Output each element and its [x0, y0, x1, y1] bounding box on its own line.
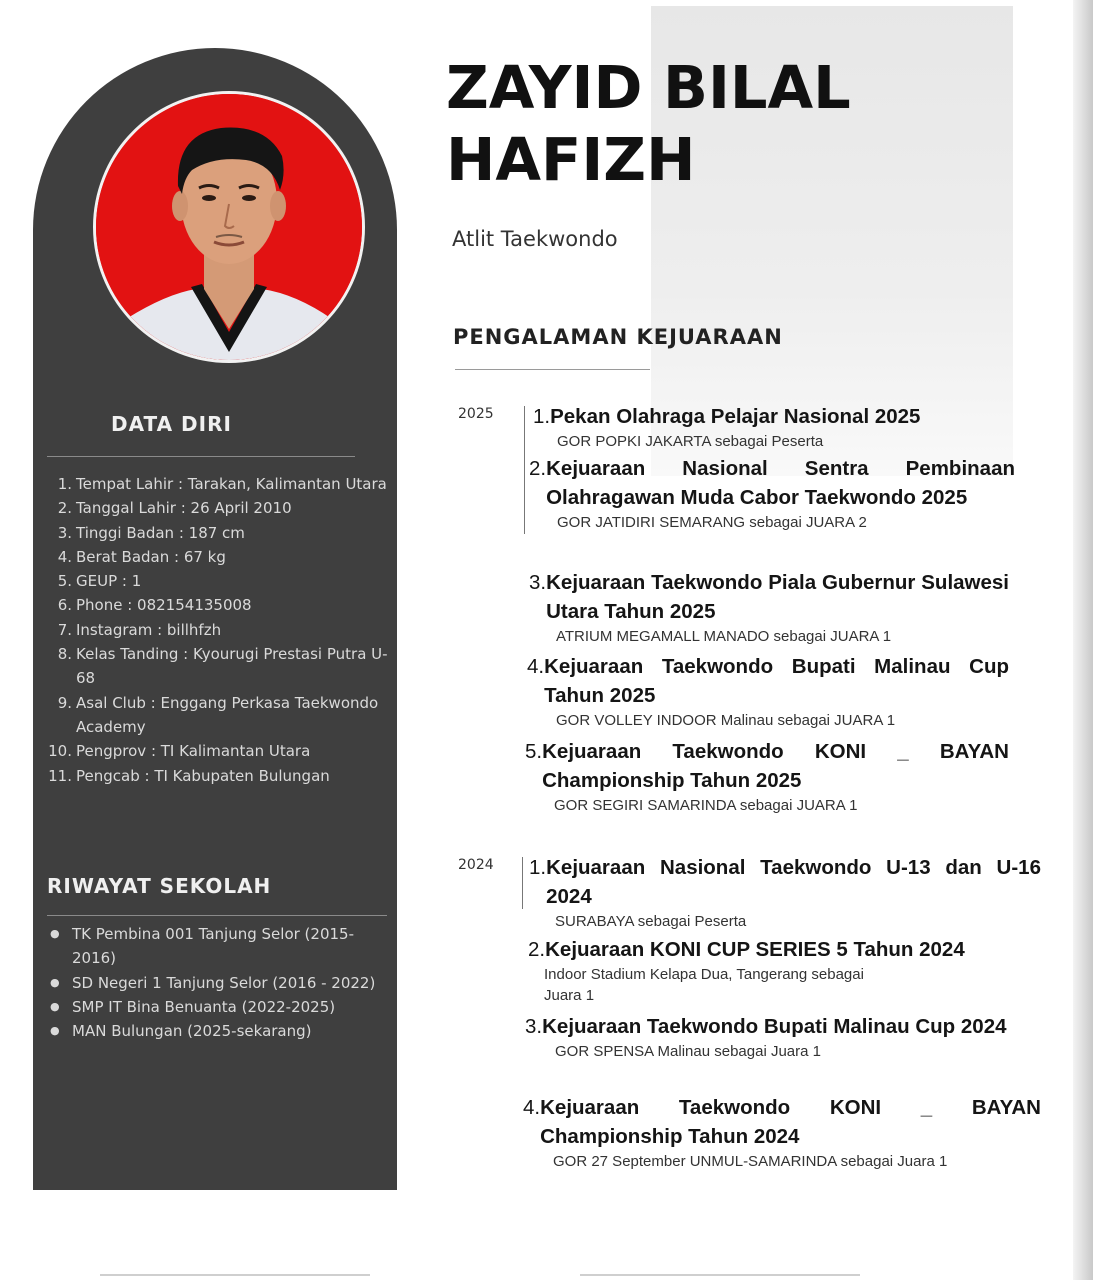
person-name	[446, 52, 851, 196]
sidebar-panel	[33, 48, 397, 1190]
timeline-line-2024	[522, 857, 523, 909]
list-item: 9. Asal Club : Enggang Perkasa Taekwondo Academy	[57, 693, 379, 736]
event-2024-2: 2. Kejuaraan KONI CUP SERIES 5 Tahun 2024 Indoor Stadium Kelapa Dua, Tangerang sebagai Juara 1	[528, 938, 965, 1004]
event-2025-1: 1. Pekan Olahraga Pelajar Nasional 2025 GOR POPKI JAKARTA sebagai Peserta	[533, 405, 921, 450]
list-item: ● MAN Bulungan (2025-sekarang)	[50, 1022, 312, 1041]
profile-photo	[93, 91, 365, 363]
data-diri-list	[45, 472, 390, 788]
list-item: 7. Instagram : billhfzh	[57, 620, 222, 639]
list-item: 3. Tinggi Badan : 187 cm	[57, 523, 245, 542]
name-line-2: HAFIZH	[446, 125, 696, 194]
list-item: 8. Kelas Tanding : Kyourugi Prestasi Putra U-68	[57, 645, 388, 688]
list-item: 11. Pengcab : TI Kabupaten Bulungan	[48, 766, 330, 785]
list-item: 1. Tempat Lahir : Tarakan, Kalimantan Utara	[57, 475, 387, 493]
event-2025-4: 4. Kejuaraan Taekwondo Bupati Malinau Cup Tahun 2025 GOR VOLLEY INDOOR Malinau sebagai JUARA 1	[527, 655, 1009, 729]
name-line-1: ZAYID BILAL	[446, 53, 851, 122]
event-2024-4: 4. Kejuaraan Taekwondo KONI _ BAYAN Championship Tahun 2024 GOR 27 September UNMUL-SAMARINDA sebagai Juara 1	[523, 1096, 1041, 1170]
pengalaman-rule	[455, 369, 650, 370]
footer-rule-right	[580, 1274, 860, 1276]
person-role: Atlit Taekwondo	[452, 227, 618, 251]
year-label-2025: 2025	[458, 406, 494, 422]
data-diri-rule	[47, 456, 355, 457]
event-2025-5: 5. Kejuaraan Taekwondo KONI _ BAYAN Championship Tahun 2025 GOR SEGIRI SAMARINDA sebagai JUARA 1	[525, 740, 1009, 814]
data-diri-heading: DATA DIRI	[111, 412, 232, 436]
pengalaman-heading: PENGALAMAN KEJUARAAN	[453, 325, 783, 349]
list-item: 10. Pengprov : TI Kalimantan Utara	[48, 742, 311, 761]
page-edge-shadow	[1073, 0, 1093, 1280]
list-item: 5. GEUP : 1	[57, 572, 142, 591]
riwayat-sekolah-rule	[47, 915, 387, 916]
list-item: ● SMP IT Bina Benuanta (2022-2025)	[50, 997, 336, 1016]
year-label-2024: 2024	[458, 857, 494, 873]
event-2024-3: 3. Kejuaraan Taekwondo Bupati Malinau Cup 2024 GOR SPENSA Malinau sebagai Juara 1	[525, 1015, 1007, 1060]
riwayat-sekolah-heading: RIWAYAT SEKOLAH	[47, 874, 272, 898]
footer-rule-left	[100, 1274, 370, 1276]
list-item: ● TK Pembina 001 Tanjung Selor (2015-2016)	[50, 925, 354, 968]
list-item: 2. Tanggal Lahir : 26 April 2010	[57, 499, 292, 518]
event-2025-3: 3. Kejuaraan Taekwondo Piala Gubernur Sulawesi Utara Tahun 2025 ATRIUM MEGAMALL MANADO sebagai JUARA 1	[529, 571, 1009, 645]
riwayat-sekolah-list	[47, 922, 392, 1043]
timeline-line-2025	[524, 406, 525, 534]
event-2025-2: 2. Kejuaraan Nasional Sentra Pembinaan Olahragawan Muda Cabor Taekwondo 2025 GOR JATIDIRI SEMARANG sebagai JUARA 2	[529, 457, 1015, 531]
event-2024-1: 1. Kejuaraan Nasional Taekwondo U-13 dan U-16 2024 SURABAYA sebagai Peserta	[529, 856, 1041, 930]
list-item: 4. Berat Badan : 67 kg	[57, 547, 226, 566]
list-item: ● SD Negeri 1 Tanjung Selor (2016 - 2022)	[50, 973, 376, 992]
list-item: 6. Phone : 082154135008	[57, 596, 252, 615]
